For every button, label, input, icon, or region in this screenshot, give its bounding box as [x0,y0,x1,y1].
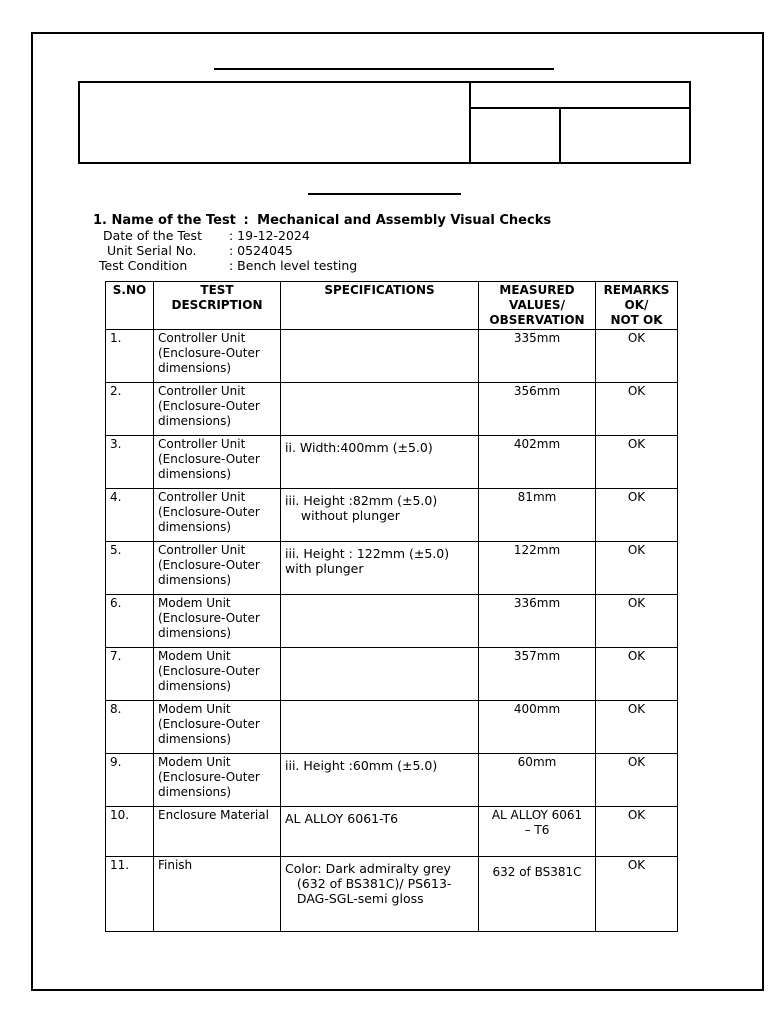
specification-line: Color: Dark admiralty grey [285,861,451,876]
cell-description [154,701,281,754]
cell-remarks: OK [596,857,678,932]
description-line: (Enclosure-Outer [158,452,260,466]
description-line: Controller Unit [158,543,246,557]
cell-remarks: OK [596,489,678,542]
test-meta [93,228,551,273]
table-row [106,489,678,542]
measured-line: AL ALLOY 6061 [491,808,583,822]
specification-line: DAG-SGL-semi gloss [285,891,424,906]
specification-line: (632 of BS381C)/ PS613- [285,876,452,891]
cell-measured [479,595,596,648]
cell-sno: 6. [106,595,154,648]
measured-line: 81mm [517,490,557,504]
header-box-divider [469,81,471,164]
test-number: 1. [93,213,107,228]
cell-measured [479,754,596,807]
cell-remarks: OK [596,542,678,595]
header-remarks [596,282,678,330]
cell-remarks: OK [596,595,678,648]
description-line: (Enclosure-Outer [158,399,260,413]
cell-remarks: OK [596,383,678,436]
header-box-hdivider [469,107,691,109]
header-line: DESCRIPTION [171,298,263,312]
description-line: (Enclosure-Outer [158,717,260,731]
table-row [106,754,678,807]
cell-specification [281,489,479,542]
table-row [106,807,678,857]
specification-line: with plunger [285,561,364,576]
cell-sno: 4. [106,489,154,542]
description-line: (Enclosure-Outer [158,346,260,360]
table-row [106,648,678,701]
cell-sno: 1. [106,330,154,383]
meta-row [93,258,551,273]
meta-value: : 19-12-2024 [229,228,310,243]
specification-line: iii. Height : 122mm (±5.0) [285,546,450,561]
cell-measured [479,330,596,383]
description-line: dimensions) [158,785,232,799]
table-row [106,542,678,595]
cell-specification [281,436,479,489]
header-box-divider-2 [559,107,561,164]
cell-measured [479,489,596,542]
description-line: Controller Unit [158,384,246,398]
header-line: VALUES/ [509,298,565,312]
description-line: Enclosure Material [158,808,269,822]
specification-line: AL ALLOY 6061-T6 [285,811,399,826]
cell-specification [281,807,479,857]
description-line: (Enclosure-Outer [158,611,260,625]
table-row [106,383,678,436]
cell-description [154,754,281,807]
cell-description [154,857,281,932]
cell-specification [281,754,479,807]
meta-label: Test Condition [99,258,188,273]
header-sno: S.NO [106,282,154,330]
section-underline [308,193,461,195]
test-name-value: Mechanical and Assembly Visual Checks [257,213,552,228]
meta-label: Unit Serial No. [107,243,197,258]
description-line: dimensions) [158,520,232,534]
description-line: dimensions) [158,626,232,640]
results-table [105,281,678,932]
header-specifications: SPECIFICATIONS [281,282,479,330]
measured-line: 122mm [513,543,561,557]
cell-specification [281,330,479,383]
description-line: Modem Unit [158,649,231,663]
top-underline [214,68,554,70]
meta-row [93,228,551,243]
cell-remarks: OK [596,754,678,807]
test-info [93,213,551,273]
table-row [106,436,678,489]
cell-sno: 11. [106,857,154,932]
cell-measured [479,807,596,857]
meta-label: Date of the Test [103,228,202,243]
cell-remarks: OK [596,701,678,754]
cell-measured [479,648,596,701]
cell-sno: 5. [106,542,154,595]
cell-sno: 8. [106,701,154,754]
table-row [106,595,678,648]
cell-remarks: OK [596,648,678,701]
description-line: dimensions) [158,467,232,481]
cell-description [154,436,281,489]
table-header-row [106,282,678,330]
cell-remarks: OK [596,436,678,489]
table-row [106,330,678,383]
cell-measured [479,857,596,932]
cell-measured [479,701,596,754]
specification-line: iii. Height :60mm (±5.0) [285,758,438,773]
cell-sno: 7. [106,648,154,701]
header-line: OBSERVATION [489,313,585,327]
cell-description [154,489,281,542]
cell-specification [281,648,479,701]
test-name-label: Name of the Test [111,213,236,228]
header-line: REMARKS [603,283,670,297]
header-line: TEST [200,283,234,297]
cell-remarks: OK [596,807,678,857]
cell-specification [281,857,479,932]
cell-measured [479,383,596,436]
cell-description [154,330,281,383]
measured-line: 60mm [517,755,557,769]
specification-line: without plunger [285,508,400,523]
cell-description [154,542,281,595]
description-line: dimensions) [158,573,232,587]
cell-sno: 3. [106,436,154,489]
cell-specification [281,542,479,595]
measured-line: 402mm [513,437,561,451]
measured-line: 335mm [513,331,561,345]
measured-line: 632 of BS381C [492,865,582,879]
cell-description [154,595,281,648]
description-line: (Enclosure-Outer [158,664,260,678]
description-line: Controller Unit [158,490,246,504]
measured-line: 356mm [513,384,561,398]
description-line: (Enclosure-Outer [158,558,260,572]
description-line: dimensions) [158,679,232,693]
description-line: Controller Unit [158,437,246,451]
meta-value: : Bench level testing [229,258,358,273]
meta-row [93,243,551,258]
specification-line: ii. Width:400mm (±5.0) [285,440,433,455]
header-line: NOT OK [610,313,663,327]
cell-measured [479,542,596,595]
cell-description [154,648,281,701]
measured-line: 400mm [513,702,561,716]
header-measured [479,282,596,330]
description-line: dimensions) [158,732,232,746]
description-line: Finish [158,858,193,872]
measured-line: 357mm [513,649,561,663]
cell-measured [479,436,596,489]
table-row [106,857,678,932]
cell-sno: 9. [106,754,154,807]
cell-sno: 10. [106,807,154,857]
description-line: (Enclosure-Outer [158,505,260,519]
description-line: Modem Unit [158,596,231,610]
cell-description [154,383,281,436]
specification-line: iii. Height :82mm (±5.0) [285,493,438,508]
test-name-sep: : [243,213,249,228]
test-title [93,213,551,228]
meta-value: : 0524045 [229,243,293,258]
description-line: Controller Unit [158,331,246,345]
table-row [106,701,678,754]
cell-remarks: OK [596,330,678,383]
measured-line: – T6 [524,823,550,837]
description-line: dimensions) [158,361,232,375]
header-line: OK/ [624,298,649,312]
measured-line: 336mm [513,596,561,610]
cell-specification [281,701,479,754]
cell-description [154,807,281,857]
description-line: Modem Unit [158,702,231,716]
description-line: Modem Unit [158,755,231,769]
description-line: (Enclosure-Outer [158,770,260,784]
description-line: dimensions) [158,414,232,428]
header-line: MEASURED [499,283,575,297]
cell-specification [281,383,479,436]
header-box [78,81,691,164]
cell-sno: 2. [106,383,154,436]
cell-specification [281,595,479,648]
header-description [154,282,281,330]
